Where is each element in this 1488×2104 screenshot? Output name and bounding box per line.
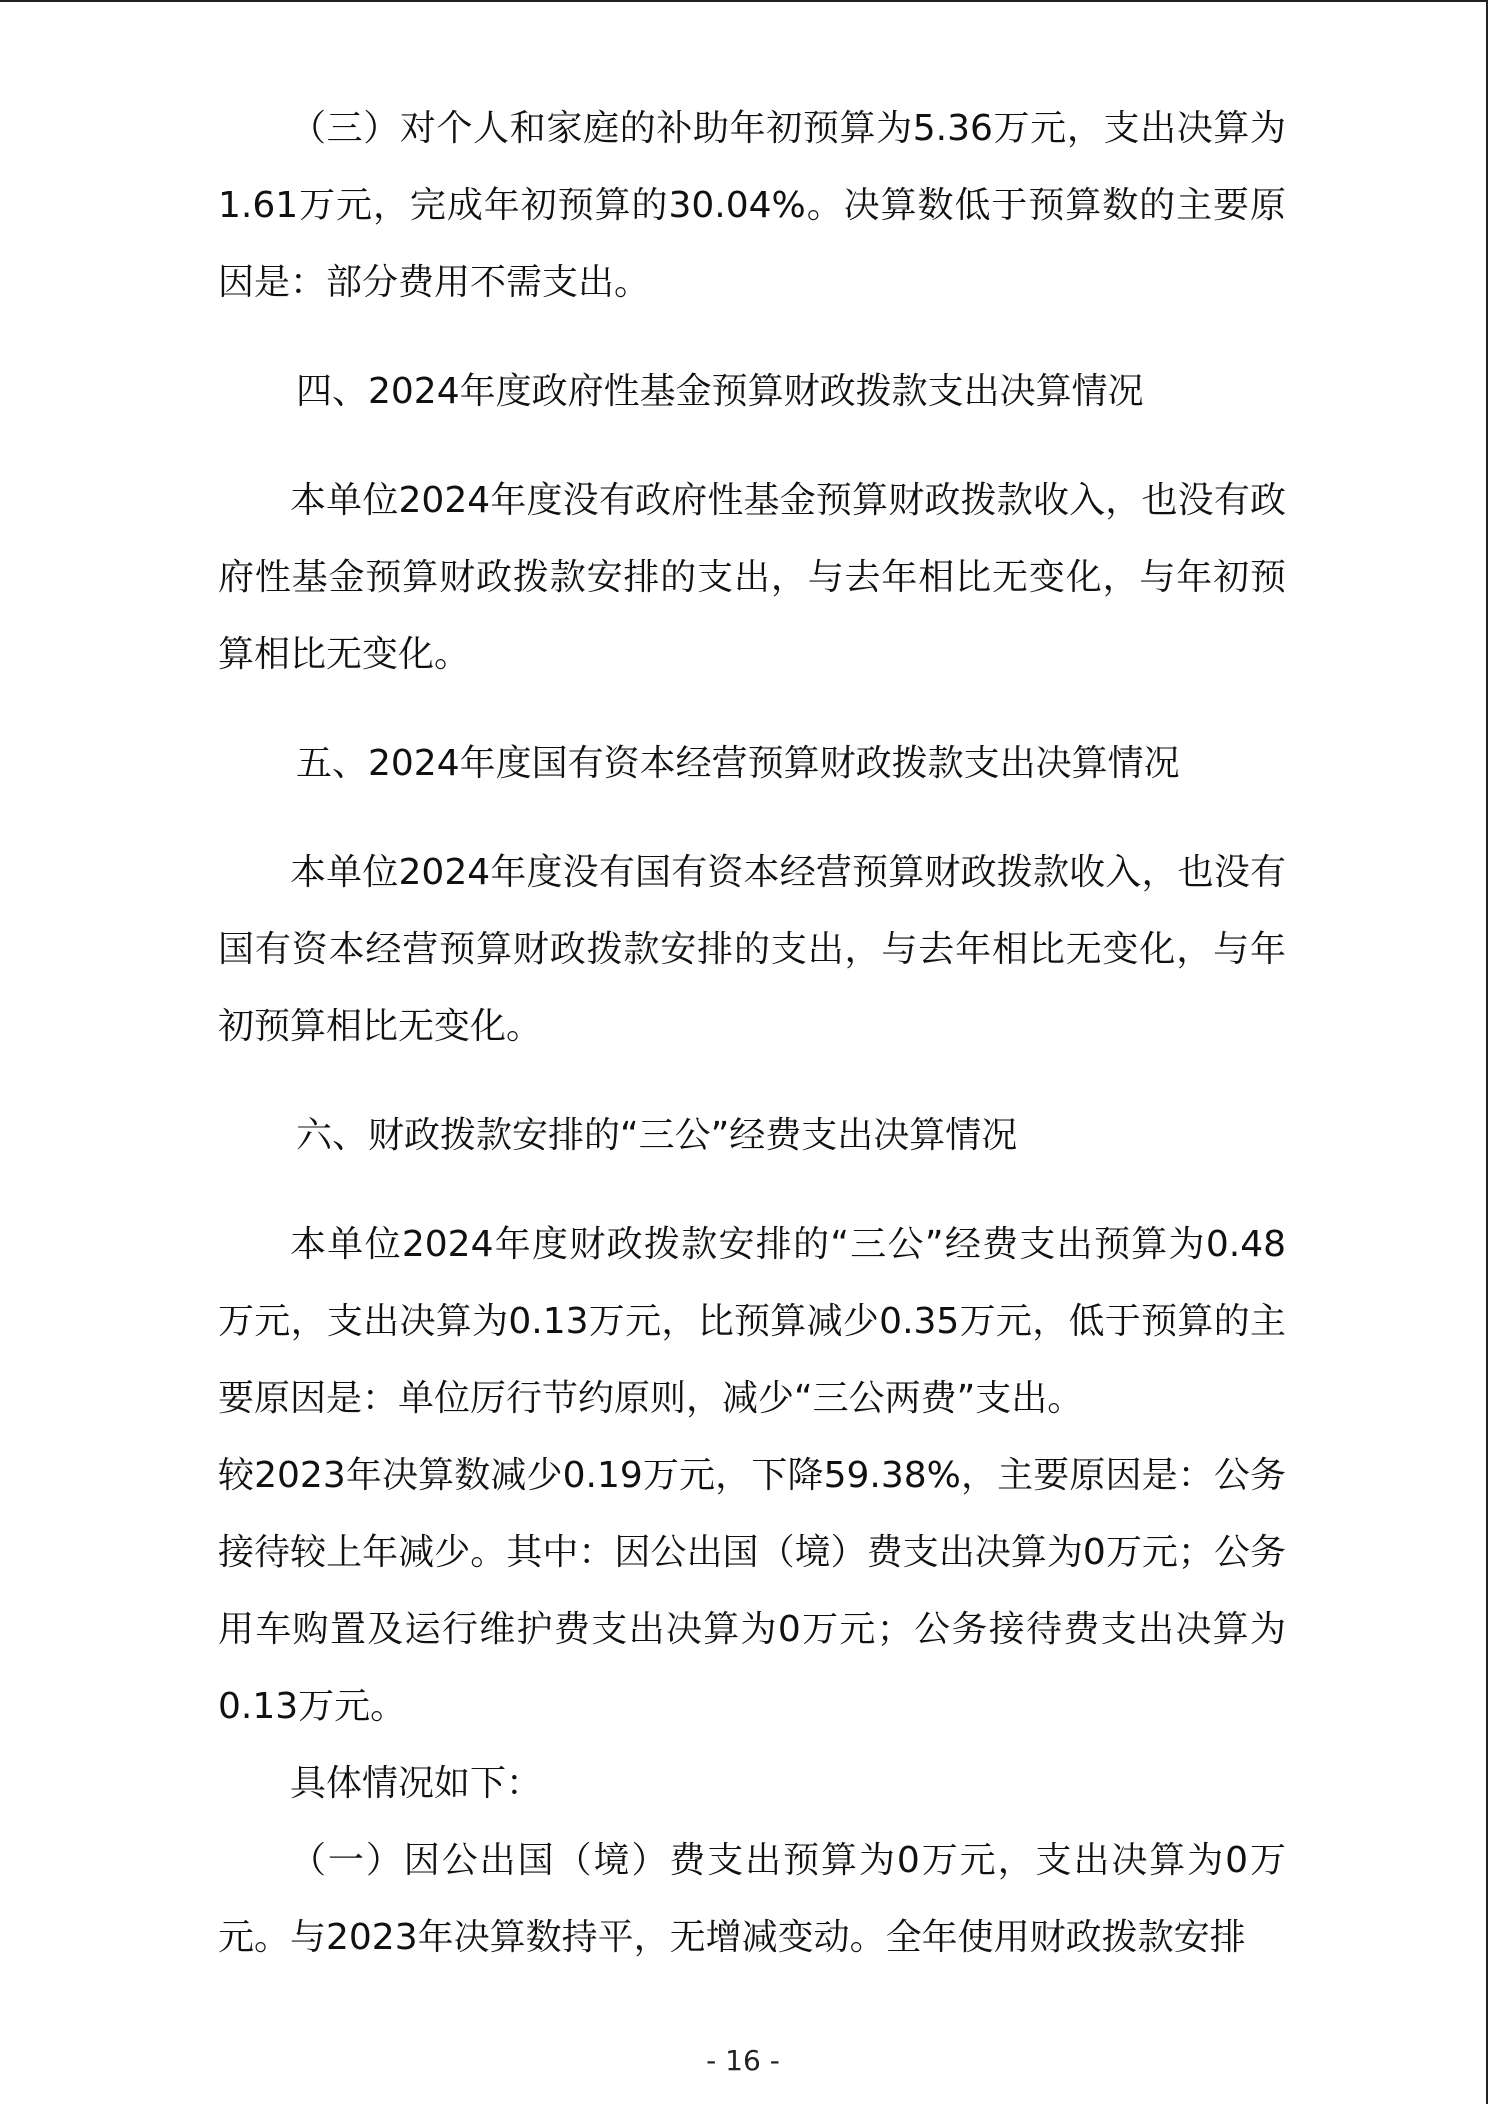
section-heading-state-capital: 五、2024年度国有资本经营预算财政拨款支出决算情况 [296, 743, 1180, 784]
paragraph-details-intro: 具体情况如下： [290, 1763, 543, 1804]
page-number: - 16 - [706, 2044, 780, 2077]
paragraph-overseas-travel: （一）因公出国（境）费支出预算为0万元，支出决算为0万元。与2023年决算数持平，无增减变动。全年使用财政拨款安排 [218, 1840, 1286, 1958]
section-heading-three-public-expenses: 六、财政拨款安排的“三公”经费支出决算情况 [296, 1115, 1018, 1156]
section-heading-government-fund: 四、2024年度政府性基金预算财政拨款支出决算情况 [296, 371, 1144, 412]
paragraph-state-capital: 本单位2024年度没有国有资本经营预算财政拨款收入，也没有国有资本经营预算财政拨款安排的支出，与去年相比无变化，与年初预算相比无变化。 [218, 852, 1286, 1047]
paragraph-three-public-comparison: 较2023年决算数减少0.19万元，下降59.38%，主要原因是：公务接待较上年减少。其中：因公出国（境）费支出决算为0万元；公务用车购置及运行维护费支出决算为0万元；公务接待费支出决算为0.13万元。 [218, 1455, 1286, 1727]
paragraph-personal-family-subsidy: （三）对个人和家庭的补助年初预算为5.36万元，支出决算为1.61万元，完成年初预算的30.04%。决算数低于预算数的主要原因是：部分费用不需支出。 [218, 108, 1286, 303]
page-body [218, 90, 1286, 1976]
paragraph-government-fund: 本单位2024年度没有政府性基金预算财政拨款收入，也没有政府性基金预算财政拨款安排的支出，与去年相比无变化，与年初预算相比无变化。 [218, 480, 1286, 675]
paragraph-three-public-budget: 本单位2024年度财政拨款安排的“三公”经费支出预算为0.48万元，支出决算为0.13万元，比预算减少0.35万元，低于预算的主要原因是：单位厉行节约原则，减少“三公两费”支出。 [218, 1224, 1286, 1419]
